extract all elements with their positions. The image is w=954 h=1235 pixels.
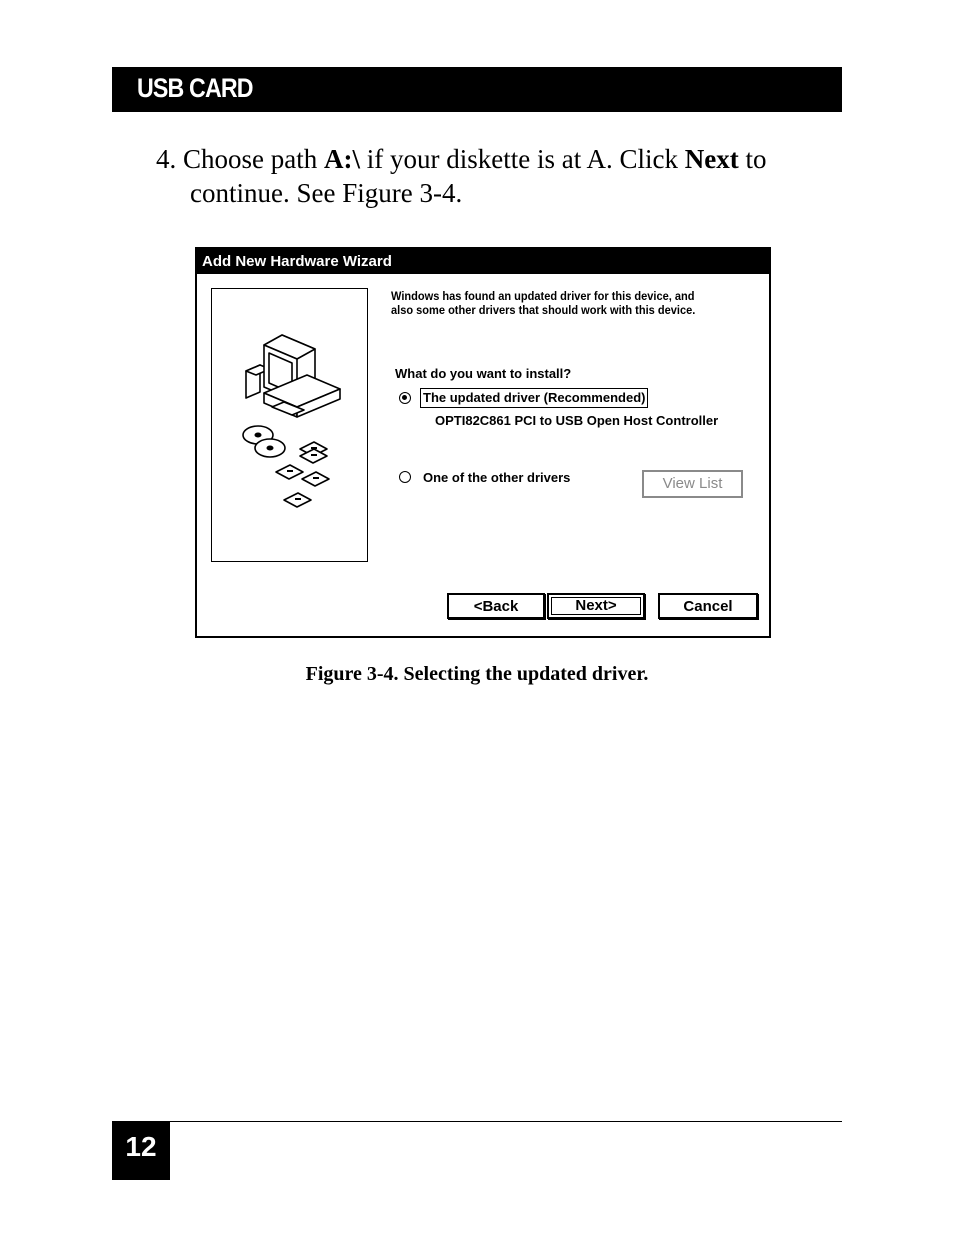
step-number: 4.: [156, 144, 177, 174]
step-next-word: Next: [684, 144, 739, 174]
other-drivers-option-label[interactable]: One of the other drivers: [423, 470, 571, 485]
next-button[interactable]: [547, 593, 645, 619]
device-name: OPTI82C861 PCI to USB Open Host Controller: [435, 413, 719, 428]
footer-rule: [170, 1121, 842, 1122]
page-number-box: [112, 1121, 170, 1180]
page-number: 12: [125, 1131, 157, 1162]
intro-line-2: also some other drivers that should work with this device.: [391, 303, 696, 317]
back-button[interactable]: <Back: [447, 593, 545, 619]
step-text-b: if your diskette is at A. Click: [366, 144, 678, 174]
figure-caption: Figure 3-4. Selecting the updated driver.: [305, 663, 649, 685]
add-new-hardware-wizard-dialog: [195, 247, 771, 638]
computer-disks-illustration: [211, 288, 368, 562]
updated-driver-option-label[interactable]: The updated driver (Recommended): [420, 388, 648, 408]
header-title: USB CARD: [137, 73, 253, 103]
next-button-label: Next>: [551, 597, 641, 615]
cancel-button[interactable]: Cancel: [658, 593, 758, 619]
computer-icon: [212, 289, 367, 561]
other-drivers-radio[interactable]: [399, 471, 411, 483]
install-question: What do you want to install?: [395, 366, 572, 381]
view-list-button[interactable]: View List: [642, 470, 743, 498]
step-text-c: to: [745, 144, 767, 174]
step-text-a: Choose path: [183, 144, 318, 174]
intro-text: [391, 289, 695, 317]
dialog-title: Add New Hardware Wizard: [197, 249, 769, 274]
step-path: A:\: [324, 144, 360, 174]
step-text-d: continue. See Figure 3-4.: [190, 178, 463, 208]
updated-driver-radio[interactable]: [399, 392, 411, 404]
intro-line-1: Windows has found an updated driver for this device, and: [391, 289, 695, 303]
step-instruction: [156, 142, 846, 210]
header-bar: [112, 67, 842, 112]
